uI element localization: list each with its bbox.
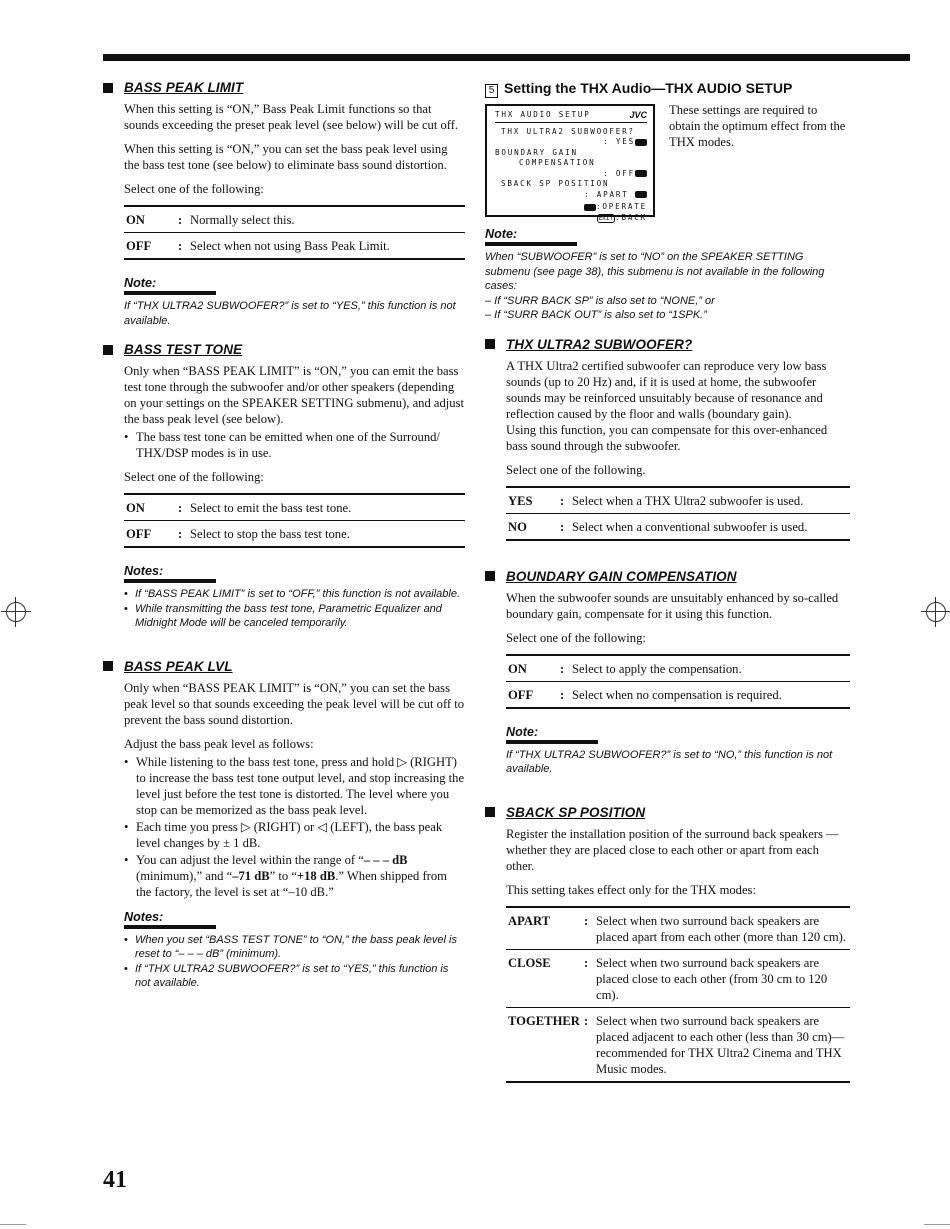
table-row: [124, 494, 465, 521]
option-key: CLOSE: [506, 949, 582, 1007]
paragraph: Register the installation position of the surround back speakers —whether they are placed close to each other or apart from each other.: [506, 826, 839, 873]
list-item: • The bass test tone can be emitted when one of the Surround/ THX/DSP modes is in use.: [124, 429, 465, 461]
osd-header-text: THX AUDIO SETUP: [495, 110, 591, 119]
note-text: If “THX ULTRA2 SUBWOOFER?” is set to “YES,” this function is not available.: [124, 300, 456, 327]
square-bullet-icon: [485, 571, 495, 581]
right-column: [485, 80, 850, 1097]
paragraph: Only when “BASS PEAK LIMIT” is “ON,” you can emit the bass test tone through the subwoofer and/or other speakers (depending on your settings on the SPEAKER SETTING submenu), and adjust the bass peak level (see below).: [124, 364, 465, 426]
arrow-keys-icon: [584, 204, 596, 211]
colon: :: [582, 1007, 594, 1082]
text-run: (minimum),” and “: [136, 868, 233, 883]
option-desc: Select when not using Bass Peak Limit.: [188, 233, 465, 260]
section-title-boundary-gain: BOUNDARY GAIN COMPENSATION: [506, 568, 737, 584]
paragraph: Select one of the following:: [124, 182, 264, 196]
option-key: TOGETHER: [506, 1007, 582, 1082]
colon: :: [560, 493, 565, 508]
osd-line: [495, 190, 647, 201]
note-text: When “SUBWOOFER” is set to “NO” on the SPEAKER SETTING submenu (see page 38), this submenu is not available in the following cases:: [485, 251, 825, 292]
paragraph: Only when “BASS PEAK LIMIT” is “ON,” you can set the bass peak level so that sounds exceeding the peak level will be cut off to prevent the bass sound distortion.: [124, 680, 465, 727]
section-heading: [485, 569, 850, 584]
note-item: • If “BASS PEAK LIMIT” is set to “OFF,” this function is not available.: [124, 587, 465, 602]
paragraph: Adjust the bass peak level as follows:: [124, 736, 314, 751]
paragraph: A THX Ultra2 certified subwoofer can reproduce very low bass sounds (up to 20 Hz) and, if it is used at home, the subwoofer sounds may be reinforced unsuitably because of resonance and reflection caused by the floor and walls (boundary gain).: [506, 358, 827, 421]
paragraph: Select one of the following:: [506, 630, 646, 645]
section-title-bass-test-tone: BASS TEST TONE: [124, 342, 243, 357]
option-desc: Select when two surround back speakers are placed adjacent to each other (less than 30 cm)—recommended for THX Ultra2 Cinema and THX Music modes.: [594, 1007, 850, 1082]
table-row: [506, 949, 850, 1007]
text-run-bold: –71 dB: [232, 868, 270, 883]
square-bullet-icon: [103, 661, 113, 671]
section-title-bass-peak-lvl: BASS PEAK LVL: [124, 658, 233, 674]
top-rule: [103, 54, 910, 61]
left-column: [103, 80, 465, 1005]
options-table: [506, 654, 850, 709]
square-bullet-icon: [103, 83, 113, 93]
option-desc: Select when a THX Ultra2 subwoofer is used.: [572, 493, 804, 508]
table-row: [506, 655, 850, 682]
section-heading: [485, 337, 850, 352]
text-run-bold: +18 dB: [296, 868, 336, 883]
option-key: ON: [508, 661, 527, 676]
registration-mark-icon: [926, 602, 946, 622]
option-desc: Select when two surround back speakers are placed apart from each other (more than 120 cm).: [596, 913, 847, 944]
osd-line: [495, 213, 647, 224]
option-key: OFF: [124, 521, 176, 548]
section-title-thx-subwoofer: THX ULTRA2 SUBWOOFER?: [506, 336, 693, 352]
option-key: APART: [508, 913, 550, 928]
osd-line: THX ULTRA2 SUBWOOFER?: [501, 126, 635, 136]
crop-mark: [0, 1224, 26, 1225]
paragraph: Using this function, you can compensate for this over-enhanced bass sound through the subwoofer.: [506, 422, 828, 453]
option-desc: Select to apply the compensation.: [572, 661, 742, 676]
osd-value: : APART: [584, 189, 629, 199]
step-number: 5: [485, 84, 498, 98]
options-table: [124, 493, 465, 548]
table-row: [506, 681, 850, 708]
paragraph: When this setting is “ON,” you can set the bass peak level using the bass test tone (see below) to eliminate bass sound distortion.: [124, 142, 448, 172]
table-row: [124, 233, 465, 260]
colon: :: [560, 661, 565, 676]
section-heading: [103, 342, 465, 357]
page-number: 41: [103, 1167, 127, 1193]
text-run: You can adjust the level within the range of “: [136, 852, 364, 867]
note-item: • If “THX ULTRA2 SUBWOOFER?” is set to “YES,” this function is not available.: [124, 962, 465, 991]
colon: :: [176, 233, 188, 260]
paragraph: This setting takes effect only for the THX modes:: [506, 882, 756, 897]
table-row: [124, 521, 465, 548]
table-row: [124, 206, 465, 233]
option-key: ON: [126, 213, 145, 227]
options-table: [506, 486, 850, 541]
option-desc: Normally select this.: [190, 213, 295, 227]
text-run: ” to “: [269, 868, 297, 883]
osd-value: :BACK: [615, 212, 647, 222]
paragraph: When the subwoofer sounds are unsuitably enhanced by so-called boundary gain, compensate for it using this function.: [506, 590, 839, 621]
notes-list: [124, 933, 465, 991]
paragraph: When this setting is “ON,” Bass Peak Limit functions so that sounds exceeding the preset peak level (see below) will be cut off.: [124, 102, 459, 132]
paragraph: Select one of the following:: [124, 470, 264, 484]
list-item: • Each time you press ▷ (RIGHT) or ◁ (LEFT), the bass peak level changes by ± 1 dB.: [124, 819, 465, 851]
setup-title: Setting the THX Audio—THX AUDIO SETUP: [504, 80, 793, 96]
osd-value: : YES: [603, 137, 635, 146]
option-desc: Select when no compensation is required.: [570, 681, 850, 708]
arrow-keys-icon: [635, 191, 647, 198]
note-label: Note:: [485, 227, 577, 246]
option-key: NO: [506, 513, 558, 540]
colon: :: [178, 501, 183, 515]
bullet-list: [124, 429, 465, 461]
osd-screen: [485, 104, 655, 222]
square-bullet-icon: [485, 339, 495, 349]
osd-line: COMPENSATION: [519, 158, 596, 167]
option-desc: Select when a conventional subwoofer is used.: [570, 513, 850, 540]
option-key: YES: [508, 493, 533, 508]
exit-button-icon: EXIT: [598, 214, 614, 222]
section-title-bass-peak-limit: BASS PEAK LIMIT: [124, 80, 244, 95]
square-bullet-icon: [103, 345, 113, 355]
table-row: [506, 487, 850, 514]
section-heading: [103, 659, 465, 674]
section-heading: [103, 80, 465, 95]
colon: :: [582, 949, 594, 1007]
options-table: [506, 906, 850, 1083]
colon: :: [584, 913, 589, 928]
note-label: Note:: [124, 276, 216, 295]
section-heading: [485, 805, 850, 820]
note-text: – If “SURR BACK SP” is also set to “NONE,” or: [485, 294, 715, 307]
text-run-bold: – – – dB: [363, 852, 408, 867]
note-text: – If “SURR BACK OUT” is also set to “1SPK.”: [485, 309, 707, 321]
note-item: • When you set “BASS TEST TONE” to “ON,” the bass peak level is reset to “– – – dB” (minimum).: [124, 933, 465, 962]
note-label: Note:: [506, 725, 598, 744]
notes-label: Notes:: [124, 564, 216, 583]
text-run: .” When shipped from the factory, the level is set at “–10 dB.”: [136, 868, 447, 899]
table-row: [506, 1007, 850, 1082]
osd-line: SBACK SP POSITION: [501, 179, 610, 188]
colon: :: [558, 681, 570, 708]
osd-value: : OFF: [603, 168, 635, 178]
bullet-list: [124, 754, 465, 900]
osd-line: [495, 169, 647, 180]
paragraph: Select one of the following.: [506, 462, 646, 477]
option-desc: Select to stop the bass test tone.: [188, 521, 465, 548]
list-item: • While listening to the bass test tone, press and hold ▷ (RIGHT) to increase the bass test tone output level, and stop increasing the level just before the test tone is distorted. The level where you stop can be memorized as the bass peak level.: [124, 754, 465, 818]
jvc-logo: JVC: [629, 110, 647, 120]
option-key: OFF: [506, 681, 558, 708]
arrow-keys-icon: [635, 139, 647, 146]
osd-line: BOUNDARY GAIN: [495, 147, 578, 157]
arrow-keys-icon: [635, 170, 647, 177]
colon: :: [558, 513, 570, 540]
note-text: If “THX ULTRA2 SUBWOOFER?” is set to “NO,” this function is not available.: [506, 748, 833, 775]
options-table: [124, 205, 465, 260]
table-row: [506, 513, 850, 540]
section-title-sback-sp-position: SBACK SP POSITION: [506, 804, 646, 820]
option-key: OFF: [124, 233, 176, 260]
option-key: ON: [126, 501, 145, 515]
osd-line: [495, 137, 647, 148]
osd-line: [495, 202, 647, 213]
option-desc: Select to emit the bass test tone.: [190, 501, 352, 515]
registration-mark-icon: [6, 602, 26, 622]
table-row: [506, 907, 850, 950]
notes-label: Notes:: [124, 910, 216, 929]
colon: :: [178, 213, 183, 227]
osd-header: [495, 110, 647, 123]
notes-list: [124, 587, 465, 631]
list-item: [124, 852, 465, 900]
crop-mark: [924, 1224, 950, 1225]
square-bullet-icon: [485, 807, 495, 817]
colon: :: [176, 521, 188, 548]
osd-value: :OPERATE: [596, 202, 647, 211]
option-desc: Select when two surround back speakers are placed close to each other (from 30 cm to 120 cm).: [594, 949, 850, 1007]
setup-intro: These settings are required to obtain the optimum effect from the THX modes.: [669, 104, 846, 149]
note-item: • While transmitting the bass test tone, Parametric Equalizer and Midnight Mode will be canceled temporarily.: [124, 602, 465, 631]
setup-heading: [485, 80, 850, 98]
